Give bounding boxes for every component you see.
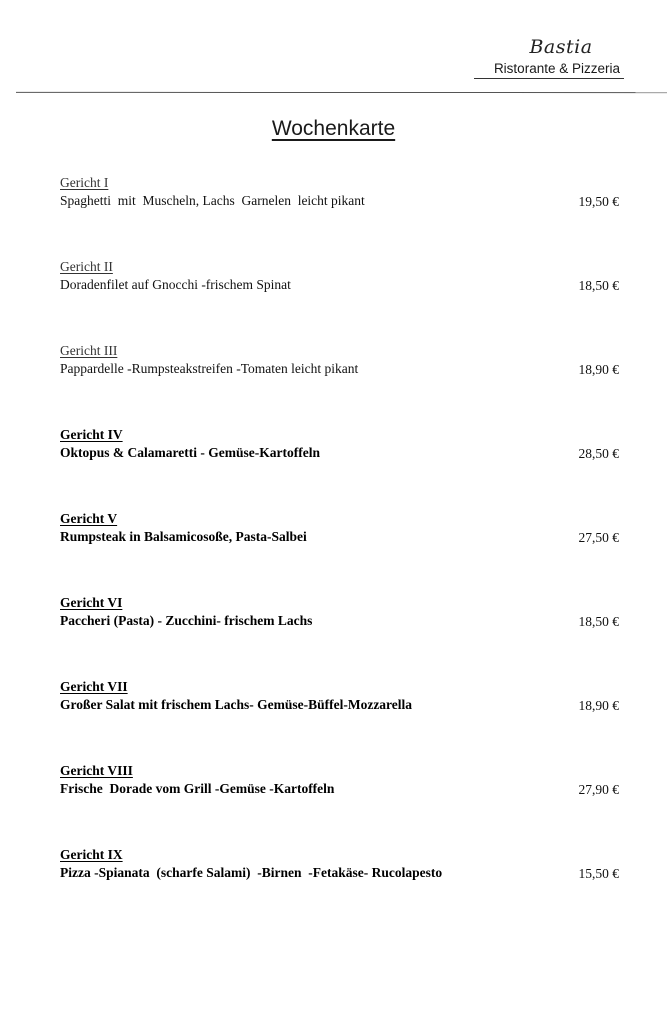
dish-description: Pizza -Spianata (scharfe Salami) -Birnen -Fetakäse- Rucolapesto: [60, 865, 443, 880]
menu-item: [60, 846, 630, 930]
dish-label: Gericht IX: [60, 847, 123, 862]
menu-item: [60, 678, 630, 762]
dish-label: Gericht II: [60, 259, 113, 274]
dish-description: Rumpsteak in Balsamicosoße, Pasta-Salbei: [60, 529, 307, 544]
dish-price: 18,50 €: [578, 614, 619, 629]
dish-price: 18,90 €: [578, 698, 619, 713]
menu-item: [60, 342, 630, 426]
dish-price: 27,50 €: [578, 530, 619, 545]
dish-description: Paccheri (Pasta) - Zucchini- frischem Lachs: [60, 613, 313, 628]
menu-item: [60, 174, 630, 258]
dish-description: Frische Dorade vom Grill -Gemüse -Kartoffeln: [60, 781, 335, 796]
restaurant-brand: [474, 36, 624, 79]
menu-item: [60, 594, 630, 678]
brand-name: Bastia: [529, 36, 593, 58]
dish-price: 15,50 €: [578, 866, 619, 881]
weekly-menu-list: [60, 174, 630, 930]
dish-description: Spaghetti mit Muscheln, Lachs Garnelen leicht pikant: [60, 193, 365, 208]
dish-price: 18,90 €: [578, 362, 619, 377]
header-divider: [16, 92, 667, 93]
dish-price: 28,50 €: [578, 446, 619, 461]
brand-subtitle: Ristorante & Pizzeria: [474, 60, 624, 79]
dish-label: Gericht IV: [60, 427, 123, 442]
menu-item: [60, 510, 630, 594]
dish-label: Gericht III: [60, 343, 118, 358]
dish-label: Gericht VII: [60, 679, 128, 694]
dish-label: Gericht VI: [60, 595, 123, 610]
dish-price: 19,50 €: [578, 194, 619, 209]
dish-label: Gericht VIII: [60, 763, 133, 778]
page-title-container: [0, 117, 667, 141]
dish-label: Gericht I: [60, 175, 109, 190]
dish-description: Pappardelle -Rumpsteakstreifen -Tomaten leicht pikant: [60, 361, 359, 376]
dish-price: 27,90 €: [578, 782, 619, 797]
menu-item: [60, 426, 630, 510]
dish-description: Doradenfilet auf Gnocchi -frischem Spinat: [60, 277, 291, 292]
menu-item: [60, 258, 630, 342]
dish-description: Großer Salat mit frischem Lachs- Gemüse-Büffel-Mozzarella: [60, 697, 413, 712]
menu-item: [60, 762, 630, 846]
dish-label: Gericht V: [60, 511, 118, 526]
dish-description: Oktopus & Calamaretti - Gemüse-Kartoffeln: [60, 445, 320, 460]
dish-price: 18,50 €: [578, 278, 619, 293]
page-title: Wochenkarte: [271, 117, 396, 140]
